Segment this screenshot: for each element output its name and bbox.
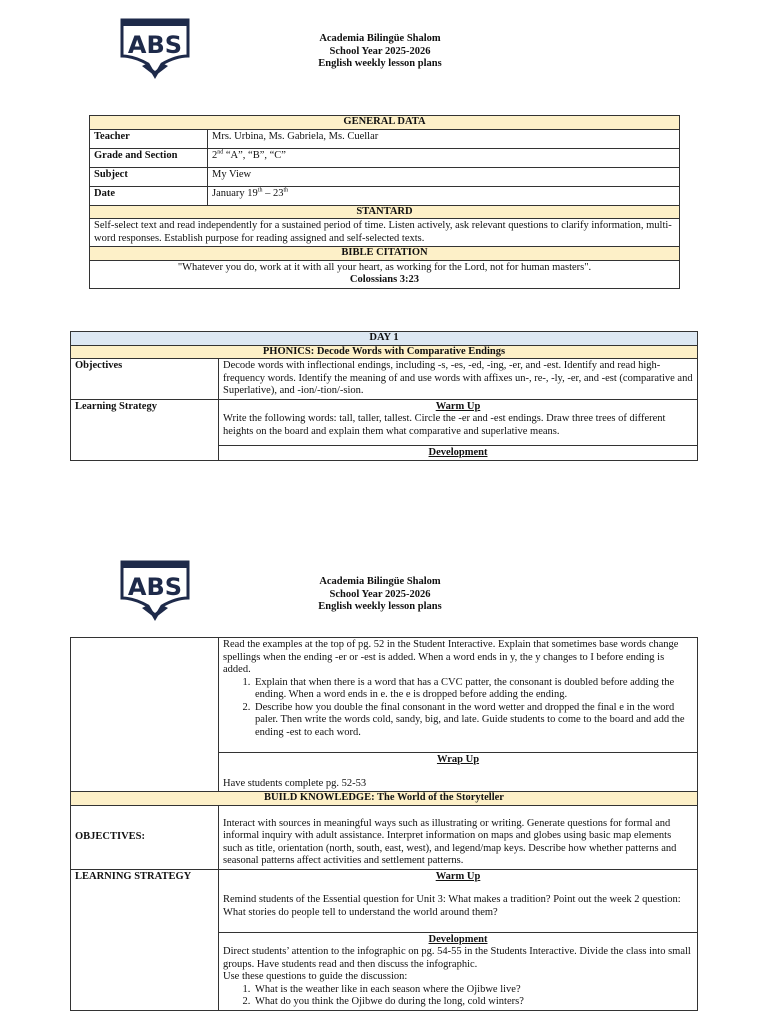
page-header-2 bbox=[280, 576, 480, 614]
page-header bbox=[280, 33, 480, 71]
day1-continued-table bbox=[70, 637, 698, 1011]
bible-cell bbox=[90, 260, 680, 288]
day-title: DAY 1 bbox=[71, 332, 698, 346]
bible-quote: "Whatever you do, work at it with all your heart, as working for the Lord, not for human masters". bbox=[177, 261, 592, 273]
date-end: – 23 bbox=[262, 187, 284, 199]
school-logo-page2 bbox=[116, 558, 194, 622]
standard-title: STANTARD bbox=[90, 205, 680, 219]
learning-strategy-label: Learning Strategy bbox=[71, 399, 219, 461]
warmup-cell-2 bbox=[219, 869, 698, 932]
date-start-ordinal: th bbox=[257, 187, 263, 193]
standard-text: Self-select text and read independently for a sustained period of time. Listen actively, ask relevant questions to clarify information, multi-word responses. Establish purpose for reading assigned and self-selected texts. bbox=[90, 219, 680, 247]
development-guide: Use these questions to guide the discussion: bbox=[223, 971, 408, 982]
development-step: 2. Describe how you double the final consonant in the word wetter and dropped the final e in the word paler. Then write the words cold, sandy, big, and late. Guide students to come to the board and add the ending -est to each word. bbox=[253, 702, 693, 740]
objectives-label-2: OBJECTIVES: bbox=[71, 805, 219, 869]
development-steps bbox=[223, 677, 693, 740]
discussion-question: 1. What is the weather like in each season where the Ojibwe live? bbox=[253, 984, 693, 997]
warmup-cell bbox=[219, 399, 698, 445]
development-intro: Read the examples at the top of pg. 52 in the Student Interactive. Explain that sometimes base words change spellings when the ending -er or -est is added. When a word ends in y, the y changes to I before ending is added. bbox=[223, 639, 679, 675]
bible-reference: Colossians 3:23 bbox=[349, 274, 420, 285]
subject-label: Subject bbox=[90, 167, 208, 186]
school-year: School Year 2025-2026 bbox=[329, 45, 431, 57]
development-continued-cell bbox=[219, 638, 698, 753]
bible-title: BIBLE CITATION bbox=[90, 247, 680, 261]
warmup-heading-2: Warm Up bbox=[435, 870, 481, 882]
date-end-ordinal: th bbox=[283, 187, 289, 193]
warmup-heading: Warm Up bbox=[435, 400, 481, 412]
discussion-question: 2. What do you think the Ojibwe do during the long, cold winters? bbox=[253, 996, 693, 1009]
objectives-text-2: Interact with sources in meaningful ways such as illustrating or writing. Generate questions for formal and informal inquiry with adult assistance. Interpret information on maps and globes using basic map elements such as title, orientation (north, south, east, west), and legend/map keys. Describe how whether patterns and seasonal patterns affect activities and settlement patterns. bbox=[219, 805, 698, 869]
teacher-label: Teacher bbox=[90, 129, 208, 148]
phonics-title: PHONICS: Decode Words with Comparative Endings bbox=[71, 345, 698, 359]
grade-value bbox=[208, 148, 680, 167]
wrapup-heading: Wrap Up bbox=[436, 754, 480, 765]
development-cell-2 bbox=[219, 932, 698, 1010]
development-step: 1. Explain that when there is a word that has a CVC patter, the consonant is doubled before adding the ending. When a word ends in e. the e is dropped before adding the ending. bbox=[253, 677, 693, 702]
school-year: School Year 2025-2026 bbox=[329, 588, 431, 600]
development-heading: Development bbox=[428, 446, 488, 458]
learning-strategy-label-2: LEARNING STRATEGY bbox=[71, 869, 219, 1010]
strategy-label-empty bbox=[71, 638, 219, 792]
school-name: Academia Bilingüe Shalom bbox=[319, 576, 441, 587]
school-logo bbox=[116, 16, 194, 80]
plan-title: English weekly lesson plans bbox=[318, 58, 442, 69]
objectives-label: Objectives bbox=[71, 359, 219, 400]
general-data-title: GENERAL DATA bbox=[90, 116, 680, 130]
logo-text: ABS bbox=[127, 31, 183, 59]
school-name: Academia Bilingüe Shalom bbox=[319, 33, 441, 44]
general-data-table bbox=[89, 115, 680, 289]
warmup-text-2: Remind students of the Essential question for Unit 3: What makes a tradition? Point out the week 2 question: What stories do people tell to understand the world around them? bbox=[223, 894, 681, 918]
warmup-text: Write the following words: tall, taller, tallest. Circle the -er and -est endings. Draw three trees of different heights on the board and explain them what comparative and superlative means. bbox=[223, 413, 666, 437]
grade-number: 2 bbox=[212, 149, 218, 161]
development-text-2: Direct students’ attention to the infographic on pg. 54-55 in the Students Interactive. Divide the class into small groups. Have students read and then discuss the infographic. bbox=[223, 946, 691, 970]
grade-label: Grade and Section bbox=[90, 148, 208, 167]
wrapup-cell bbox=[219, 753, 698, 792]
build-knowledge-title: BUILD KNOWLEDGE: The World of the Storyteller bbox=[71, 792, 698, 806]
wrapup-text: Have students complete pg. 52-53 bbox=[223, 777, 367, 789]
date-label: Date bbox=[90, 186, 208, 205]
date-start: January 19 bbox=[212, 187, 258, 199]
development-cell bbox=[219, 445, 698, 461]
grade-sections: “A”, “B”, “C” bbox=[223, 149, 286, 161]
teacher-value: Mrs. Urbina, Ms. Gabriela, Ms. Cuellar bbox=[208, 129, 680, 148]
grade-ordinal: nd bbox=[217, 149, 224, 155]
date-value bbox=[208, 186, 680, 205]
discussion-questions bbox=[223, 984, 693, 1009]
plan-title: English weekly lesson plans bbox=[318, 601, 442, 612]
subject-value: My View bbox=[208, 167, 680, 186]
objectives-text: Decode words with inflectional endings, including -s, -es, -ed, -ing, -er, and -est. Identify and read high-frequency words. Identify the meaning of and use words with affixes un-, re-, -ly, -er, and -est (comparative and Superlative), and -ion/-tion/-sion. bbox=[219, 359, 698, 400]
logo-text: ABS bbox=[127, 573, 183, 601]
day1-table bbox=[70, 331, 698, 461]
development-heading-2: Development bbox=[428, 933, 488, 945]
